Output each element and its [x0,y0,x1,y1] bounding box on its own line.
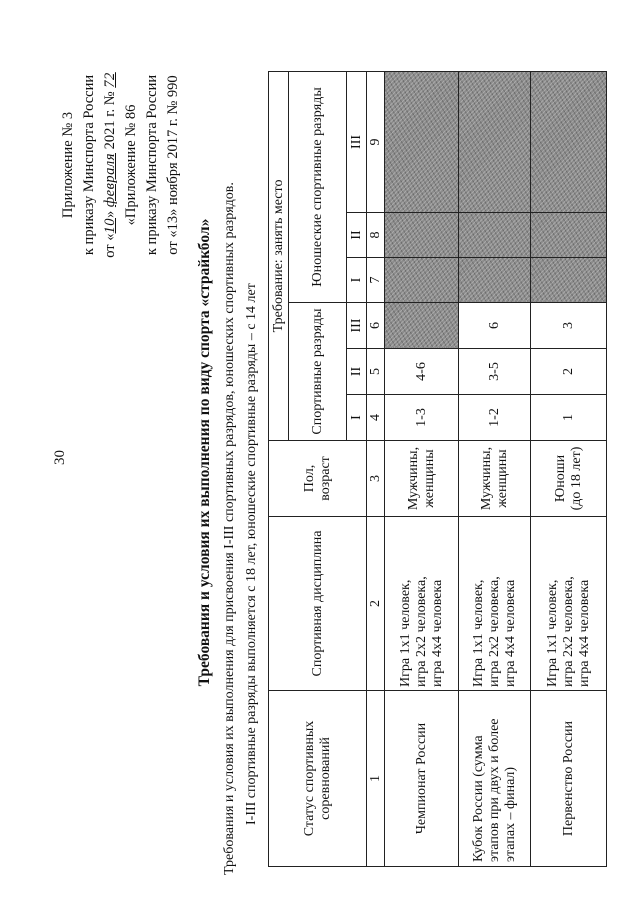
document-title: Требования и условия их выполнения по виду спорта «страйкбол» [196,218,213,687]
column-number: 7 [367,258,385,303]
table-row [459,71,531,866]
youth-rank-3-shaded [531,71,607,212]
rank-3-place: 3 [531,303,607,349]
rank-3-place-shaded [385,303,459,349]
sex-age-line: женщины [421,449,437,508]
appendix-date-day: 10 [102,217,118,234]
row-discipline [385,517,459,691]
appendix-date-month: февраля [102,153,118,208]
youth-rank-3-shaded [385,71,459,212]
header-youth-ranks: Юношеские спортивные разряды [289,71,347,302]
page-number: 30 [52,450,68,465]
row-sex-age [385,441,459,517]
header-sport-ranks: Спортивные разряды [289,303,347,441]
youth-rank-1-shaded [459,258,531,303]
header-status: Статус спортивных соревнований [269,691,367,867]
header-requirement: Требование: занять место [269,71,289,440]
row-sex-age [459,441,531,517]
column-number: 8 [367,213,385,258]
intro-text: Требования и условия их выполнения для присвоения I-III спортивных разрядов, юношеских спортивных разрядов. [222,182,237,875]
column-number: 3 [367,441,385,517]
discipline-line: игра 2x2 человека, [560,576,576,687]
sex-age-line: Мужчины, [478,446,494,511]
appendix-date-prefix: от « [102,233,118,258]
age-note: I-III спортивные разряды выполняется с 18 лет, юношеские спортивные разряды – с 14 лет [244,283,259,825]
row-discipline [531,517,607,691]
discipline-line: игра 2x2 человека, [486,576,502,687]
discipline-line: игра 4x4 человека [502,579,518,687]
column-number: 6 [367,303,385,349]
table-row [531,71,607,866]
header-youth-rank-1: I [347,258,367,303]
column-number: 9 [367,71,385,212]
column-number: 4 [367,395,385,441]
column-number: 2 [367,517,385,691]
youth-rank-3-shaded [459,71,531,212]
table-row [385,71,459,866]
youth-rank-2-shaded [459,213,531,258]
column-number: 1 [367,691,385,867]
column-number: 5 [367,349,385,395]
sex-age-line: Мужчины, [405,446,421,511]
header-rank-2: II [347,349,367,395]
rank-2-place: 4-6 [385,349,459,395]
appendix-line-3 [100,25,121,305]
row-status: Первенство России [531,691,607,867]
appendix-date-sep: » [102,207,118,218]
header-youth-rank-3: III [347,71,367,212]
appendix-line-5: к приказу Минспорта России [144,74,160,256]
appendix-order-number: 72 [102,72,118,88]
sex-age-line: женщины [494,449,510,508]
rank-3-place: 6 [459,303,531,349]
requirements-table [268,71,607,867]
discipline-line: игра 4x4 человека [576,579,592,687]
rank-2-place: 3-5 [459,349,531,395]
header-youth-rank-2: II [347,213,367,258]
rank-1-place: 1-3 [385,395,459,441]
row-status: Чемпионат России [385,691,459,867]
discipline-line: игра 4x4 человека [429,579,445,687]
rank-2-place: 2 [531,349,607,395]
row-sex-age [531,441,607,517]
discipline-line: Игра 1x1 человек, [397,579,413,687]
header-discipline: Спортивная дисциплина [269,517,367,691]
discipline-line: Игра 1x1 человек, [470,579,486,687]
header-sex-age: Пол, возраст [269,441,367,517]
header-rank-3: III [347,303,367,349]
youth-rank-2-shaded [531,213,607,258]
discipline-line: игра 2x2 человека, [413,576,429,687]
rank-1-place: 1 [531,395,607,441]
youth-rank-2-shaded [385,213,459,258]
row-status: Кубок России (сумма этапов при двух и более этапах – финал) [459,691,531,867]
sex-age-line: (до 18 лет) [568,446,584,511]
header-rank-1: I [347,395,367,441]
sex-age-line: Юноши [552,454,568,503]
youth-rank-1-shaded [385,258,459,303]
appendix-line-6: от «13» ноября 2017 г. № 990 [165,75,181,255]
discipline-line: Игра 1x1 человек, [544,579,560,687]
appendix-line-4: «Приложение № 86 [123,104,139,226]
column-number-row [367,71,385,866]
appendix-date-year: 2021 г. № [102,87,118,154]
row-discipline [459,517,531,691]
appendix-line-2: к приказу Минспорта России [81,74,97,256]
appendix-line-1: Приложение № 3 [60,111,76,219]
rank-1-place: 1-2 [459,395,531,441]
youth-rank-1-shaded [531,258,607,303]
appendix-header [58,25,184,305]
